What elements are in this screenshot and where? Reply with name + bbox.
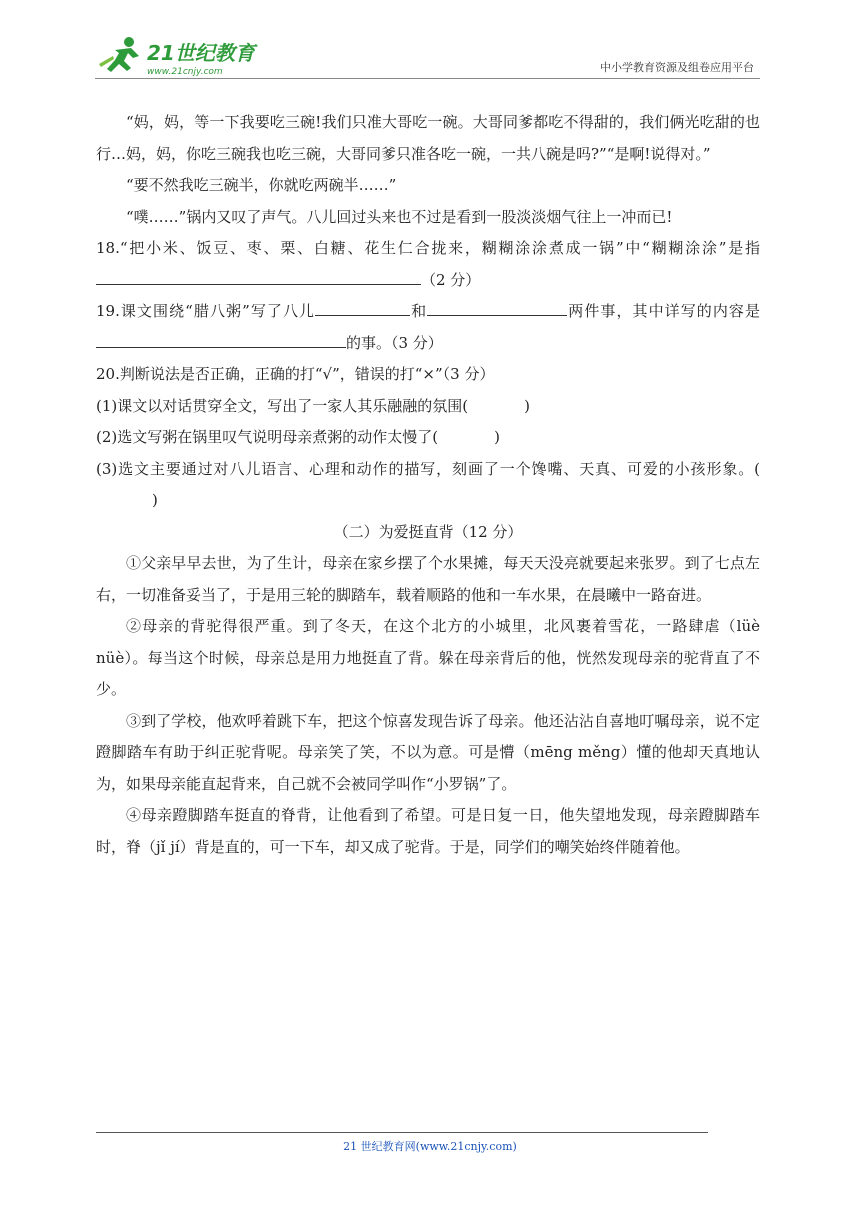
document-body bbox=[96, 107, 760, 863]
section-2-paragraph-2: ②母亲的背驼得很严重。到了冬天，在这个北方的小城里，北风裹着雪花，一路肆虐（lüè nüè）。每当这个时候，母亲总是用力地挺直了背。躲在母亲背后的他，恍然发现母亲的驼背直了不少。 bbox=[96, 617, 760, 698]
logo-title: 21世纪教育 bbox=[147, 41, 255, 65]
answer-blank-18[interactable] bbox=[96, 267, 421, 285]
question-20-item-3-text: (3)选文主要通过对八儿语言、心理和动作的描写，刻画了一个馋嘴、天真、可爱的小孩形象。( bbox=[96, 459, 760, 478]
question-20: 20.判断说法是否正确，正确的打“√”，错误的打“×”（3 分） bbox=[96, 365, 495, 383]
question-20-item-2-text: (2)选文写粥在锅里叹气说明母亲煮粥的动作太慢了( bbox=[96, 428, 439, 446]
close-paren: ) bbox=[152, 491, 158, 509]
section-2-paragraph-1: ①父亲早早去世，为了生计，母亲在家乡摆了个水果摊，每天天没亮就要起来张罗。到了七点左右，一切准备妥当了，于是用三轮的脚踏车，载着顺路的他和一车水果，在晨曦中一路奋进。 bbox=[96, 554, 760, 604]
section-2-paragraph-4: ④母亲蹬脚踏车挺直的脊背，让他看到了希望。可是日复一日，他失望地发现，母亲蹬脚踏车时，脊（jǐ jí）背是直的，可一下车，却又成了驼背。于是，同学们的嘲笑始终伴随着他。 bbox=[96, 806, 760, 856]
platform-name: 中小学教育资源及组卷应用平台 bbox=[600, 61, 754, 74]
passage-paragraph-2: “要不然我吃三碗半，你就吃两碗半……” bbox=[126, 176, 397, 194]
question-19-part-c: 的事。（3 分） bbox=[346, 333, 443, 352]
question-20-item-1 bbox=[96, 391, 760, 423]
section-2-title: （二）为爱挺直背（12 分） bbox=[333, 522, 523, 541]
section-2-paragraph-3: ③到了学校，他欢呼着跳下车，把这个惊喜发现告诉了母亲。他还沾沾自喜地叮嘱母亲，说不定蹬脚踏车有助于纠正驼背呢。母亲笑了笑，不以为意。可是懵（mēng měng）懂的他却天真地认为，如果母亲能直起背来，自己就不会被同学叫作“小罗锅”了。 bbox=[96, 711, 760, 793]
page-header bbox=[95, 30, 760, 79]
question-19-part-b: 两件事，其中详写的内容是 bbox=[567, 302, 760, 320]
answer-blank-19-1[interactable] bbox=[315, 298, 410, 316]
question-18 bbox=[96, 233, 760, 296]
logo-url: www.21cnjy.com bbox=[147, 67, 223, 77]
answer-blank-19-2[interactable] bbox=[427, 298, 567, 316]
close-paren: ) bbox=[494, 428, 500, 446]
footer-divider bbox=[96, 1132, 708, 1133]
passage-paragraph-1: “妈，妈，等一下我要吃三碗!我们只准大哥吃一碗。大哥同爹都吃不得甜的，我们俩光吃甜的也行…妈，妈，你吃三碗我也吃三碗，大哥同爹只准各吃一碗，一共八碗是吗?”“是啊!说得对。” bbox=[96, 113, 760, 163]
page-footer[interactable]: 21 世纪教育网(www.21cnjy.com) bbox=[343, 1140, 517, 1153]
question-19-part-a: 19.课文围绕“腊八粥”写了八儿 bbox=[96, 302, 316, 320]
passage-paragraph-3: “噗……”锅内又叹了声气。八儿回过头来也不过是看到一股淡淡烟气往上一冲而已! bbox=[126, 207, 673, 226]
question-20-item-1-text: (1)课文以对话贯穿全文，写出了一家人其乐融融的氛围( bbox=[96, 396, 469, 415]
question-19 bbox=[96, 296, 760, 359]
answer-blank-19-3[interactable] bbox=[96, 330, 346, 348]
question-20-item-3 bbox=[96, 454, 760, 517]
question-20-item-2 bbox=[96, 422, 760, 454]
question-18-text: 18.“把小米、饭豆、枣、栗、白糖、花生仁合拢来，糊糊涂涂煮成一锅”中“糊糊涂涂”是指 bbox=[96, 239, 760, 257]
question-19-and: 和 bbox=[410, 302, 428, 320]
21cnjy-logo bbox=[95, 34, 265, 78]
question-18-score: （2 分） bbox=[421, 270, 481, 289]
close-paren: ) bbox=[524, 396, 530, 415]
